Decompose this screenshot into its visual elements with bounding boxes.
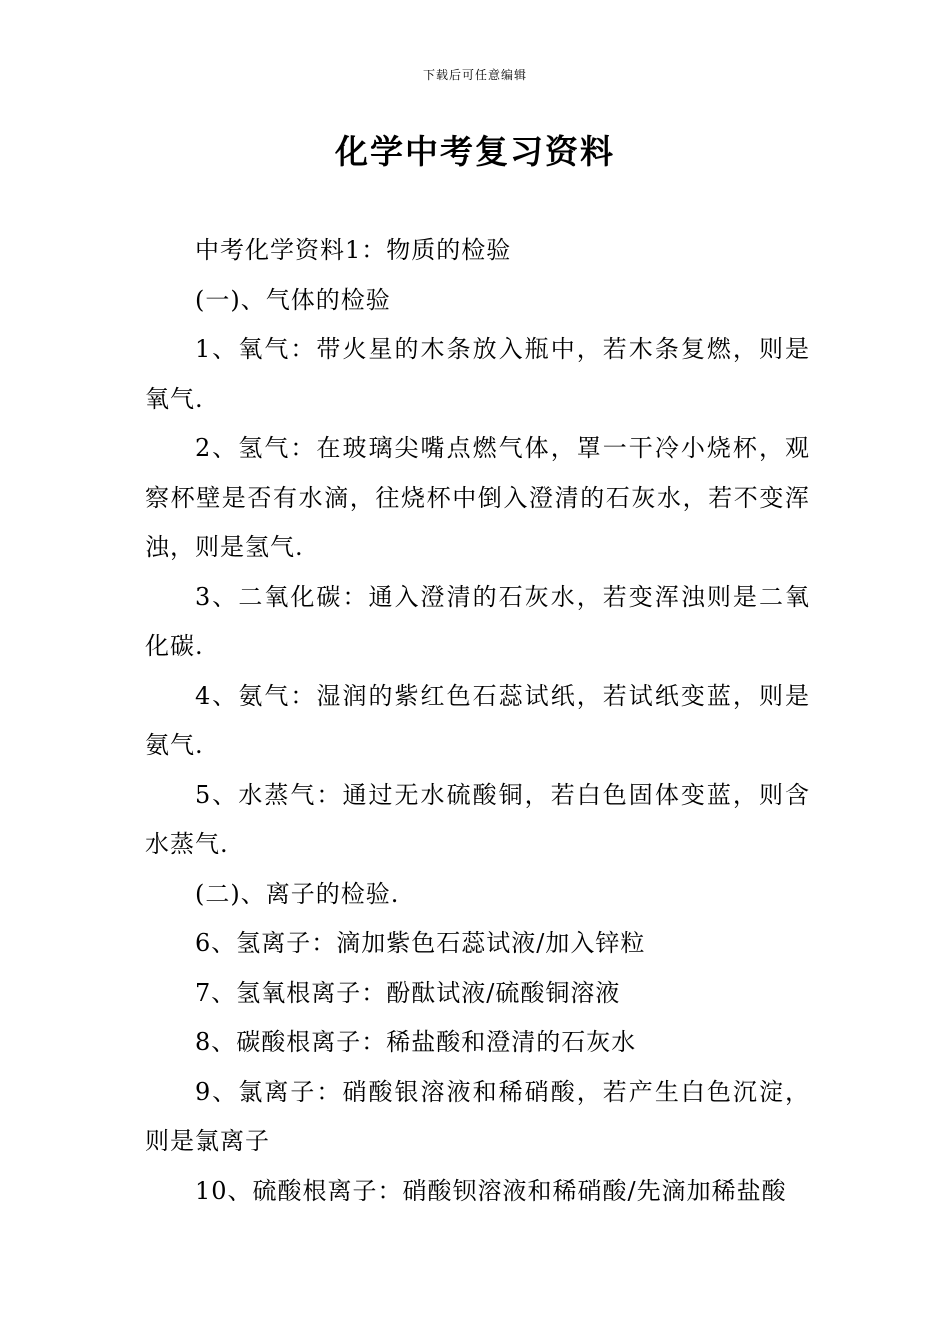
- paragraph: 7、氢氧根离子：酚酞试液/硫酸铜溶液: [195, 978, 621, 1007]
- paragraph: 2、氢气：在玻璃尖嘴点燃气体，罩一干冷小烧杯，观察杯壁是否有水滴，往烧杯中倒入澄清的石灰水，若不变浑浊，则是氢气.: [145, 434, 810, 561]
- paragraph: 5、水蒸气：通过无水硫酸铜，若白色固体变蓝，则含水蒸气.: [145, 780, 810, 858]
- paragraph: 1、氧气：带火星的木条放入瓶中，若木条复燃，则是氧气.: [145, 335, 810, 413]
- document-body: [145, 226, 810, 1216]
- section-heading: 中考化学资料1：物质的检验: [195, 236, 512, 264]
- header-note: 下载后可任意编辑: [422, 68, 527, 82]
- subsection-heading: (二)、离子的检验.: [195, 879, 400, 908]
- paragraph: 4、氨气：湿润的紫红色石蕊试纸，若试纸变蓝，则是氨气.: [145, 681, 810, 759]
- paragraph: 6、氢离子：滴加紫色石蕊试液/加入锌粒: [195, 929, 646, 957]
- paragraph: 8、碳酸根离子：稀盐酸和澄清的石灰水: [195, 1028, 637, 1056]
- paragraph: 10、硫酸根离子：硝酸钡溶液和稀硝酸/先滴加稀盐酸: [195, 1176, 787, 1205]
- paragraph: 3、二氧化碳：通入澄清的石灰水，若变浑浊则是二氧化碳.: [145, 582, 810, 660]
- paragraph: 9、氯离子：硝酸银溶液和稀硝酸，若产生白色沉淀，则是氯离子: [145, 1077, 810, 1155]
- document-title: 化学中考复习资料: [335, 132, 615, 171]
- subsection-heading: (一)、气体的检验: [195, 285, 391, 314]
